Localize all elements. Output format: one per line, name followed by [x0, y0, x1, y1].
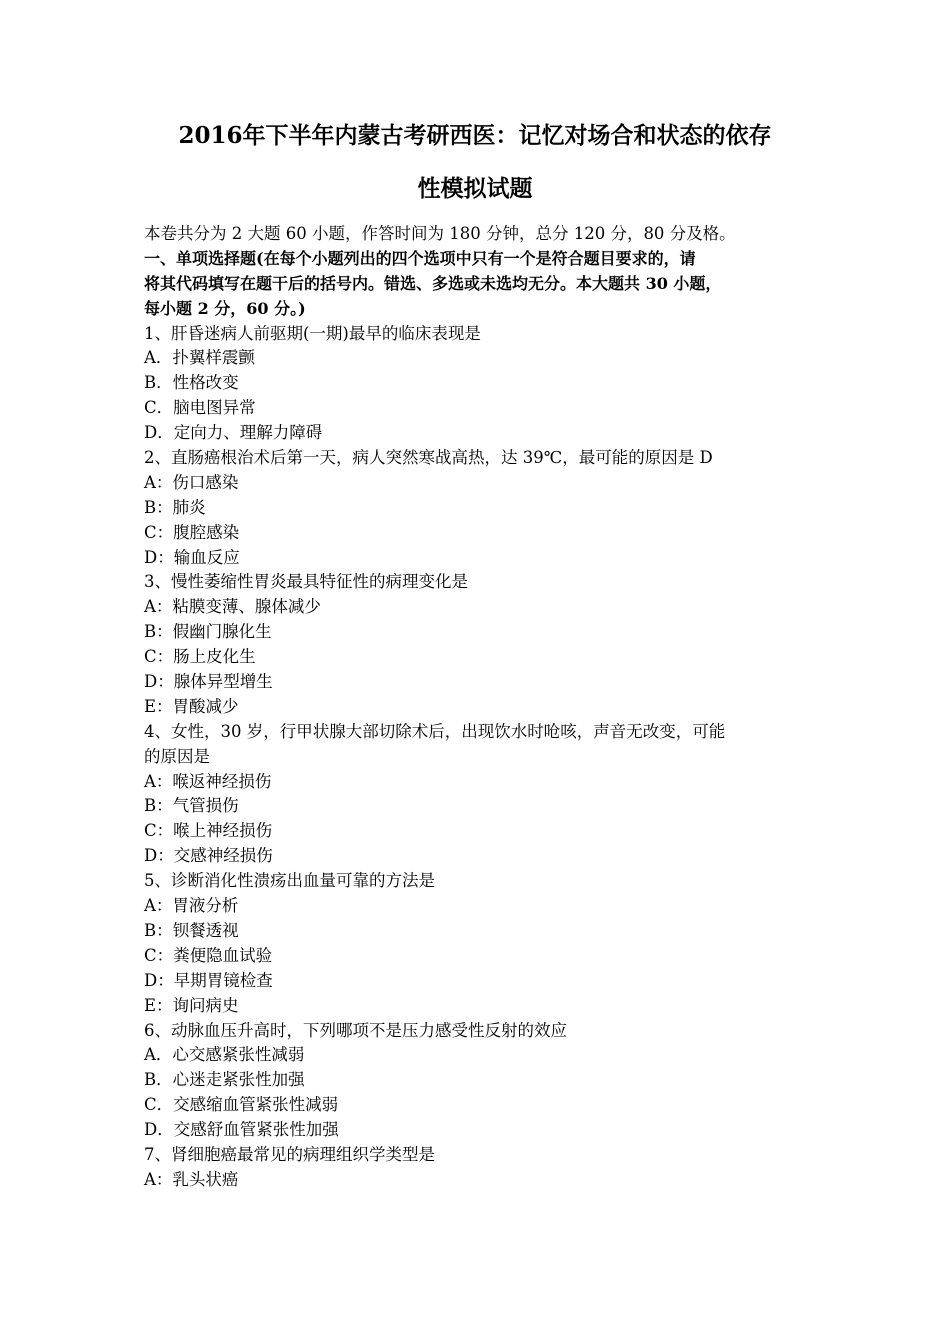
question-stem: 3、慢性萎缩性胃炎最具特征性的病理变化是 — [144, 572, 468, 592]
document-title-line-2: 性模拟试题 — [417, 175, 533, 202]
answer-option: A：胃液分析 — [144, 896, 239, 916]
answer-option: C．交感缩血管紧张性减弱 — [144, 1095, 339, 1115]
question-stem: 4、女性，30 岁，行甲状腺大部切除术后，出现饮水时呛咳，声音无改变，可能 — [144, 721, 726, 741]
answer-option: E：胃酸减少 — [144, 696, 239, 716]
answer-option: C：腹腔感染 — [144, 522, 240, 542]
answer-option: D：早期胃镜检查 — [144, 970, 273, 990]
document-body — [144, 222, 812, 1193]
answer-option: C：粪便隐血试验 — [144, 945, 273, 965]
answer-option: A：喉返神经损伤 — [144, 771, 272, 791]
question-stem: 6、动脉血压升高时，下列哪项不是压力感受性反射的效应 — [144, 1020, 567, 1040]
answer-option: E：询问病史 — [144, 995, 239, 1015]
question-stem: 2、直肠癌根治术后第一天，病人突然寒战高热，达 39℃，最可能的原因是 D — [144, 448, 713, 468]
answer-option: A．心交感紧张性减弱 — [144, 1045, 305, 1065]
question-stem: 7、肾细胞癌最常见的病理组织学类型是 — [144, 1144, 435, 1164]
question-block — [144, 869, 812, 1018]
section-heading-line: 每小题 2 分，60 分。) — [144, 298, 306, 318]
question-stem: 5、诊断消化性溃疡出血量可靠的方法是 — [144, 871, 435, 891]
answer-option: D．交感舒血管紧张性加强 — [144, 1120, 339, 1140]
question-block — [144, 1019, 812, 1143]
answer-option: B．心迷走紧张性加强 — [144, 1070, 305, 1090]
answer-option: A：乳头状癌 — [144, 1169, 239, 1189]
question-block — [144, 1143, 812, 1193]
question-block — [144, 720, 812, 869]
answer-option: D．定向力、理解力障碍 — [144, 423, 323, 443]
answer-option: D：输血反应 — [144, 547, 240, 567]
answer-option: A．扑翼样震颤 — [144, 348, 255, 368]
answer-option: A：伤口感染 — [144, 472, 239, 492]
document-title-line-1: 2016年下半年内蒙古考研西医：记忆对场合和状态的依存 — [178, 122, 772, 149]
answer-option: C：喉上神经损伤 — [144, 821, 273, 841]
question-block — [144, 446, 812, 570]
question-stem: 的原因是 — [144, 746, 210, 766]
section-heading-line: 将其代码填写在题干后的括号内。错选、多选或未选均无分。本大题共 30 小题， — [144, 273, 722, 293]
answer-option: A：粘膜变薄、腺体减少 — [144, 597, 321, 617]
answer-option: B：肺炎 — [144, 497, 206, 517]
answer-option: B：气管损伤 — [144, 796, 239, 816]
answer-option: D：交感神经损伤 — [144, 846, 273, 866]
exam-intro: 本卷共分为 2 大题 60 小题，作答时间为 180 分钟，总分 120 分，80 分及格。 — [144, 224, 736, 243]
answer-option: B：钡餐透视 — [144, 920, 239, 940]
answer-option: B：假幽门腺化生 — [144, 622, 272, 642]
question-stem: 1、肝昏迷病人前驱期(一期)最早的临床表现是 — [144, 323, 481, 343]
answer-option: D：腺体异型增生 — [144, 672, 273, 692]
answer-option: B．性格改变 — [144, 373, 239, 393]
answer-option: C：肠上皮化生 — [144, 647, 256, 667]
section-heading-line: 一、单项选择题(在每个小题列出的四个选项中只有一个是符合题目要求的，请 — [144, 248, 696, 268]
answer-option: C．脑电图异常 — [144, 398, 256, 418]
question-list — [144, 322, 812, 1193]
question-block — [144, 570, 812, 719]
question-block — [144, 322, 812, 446]
